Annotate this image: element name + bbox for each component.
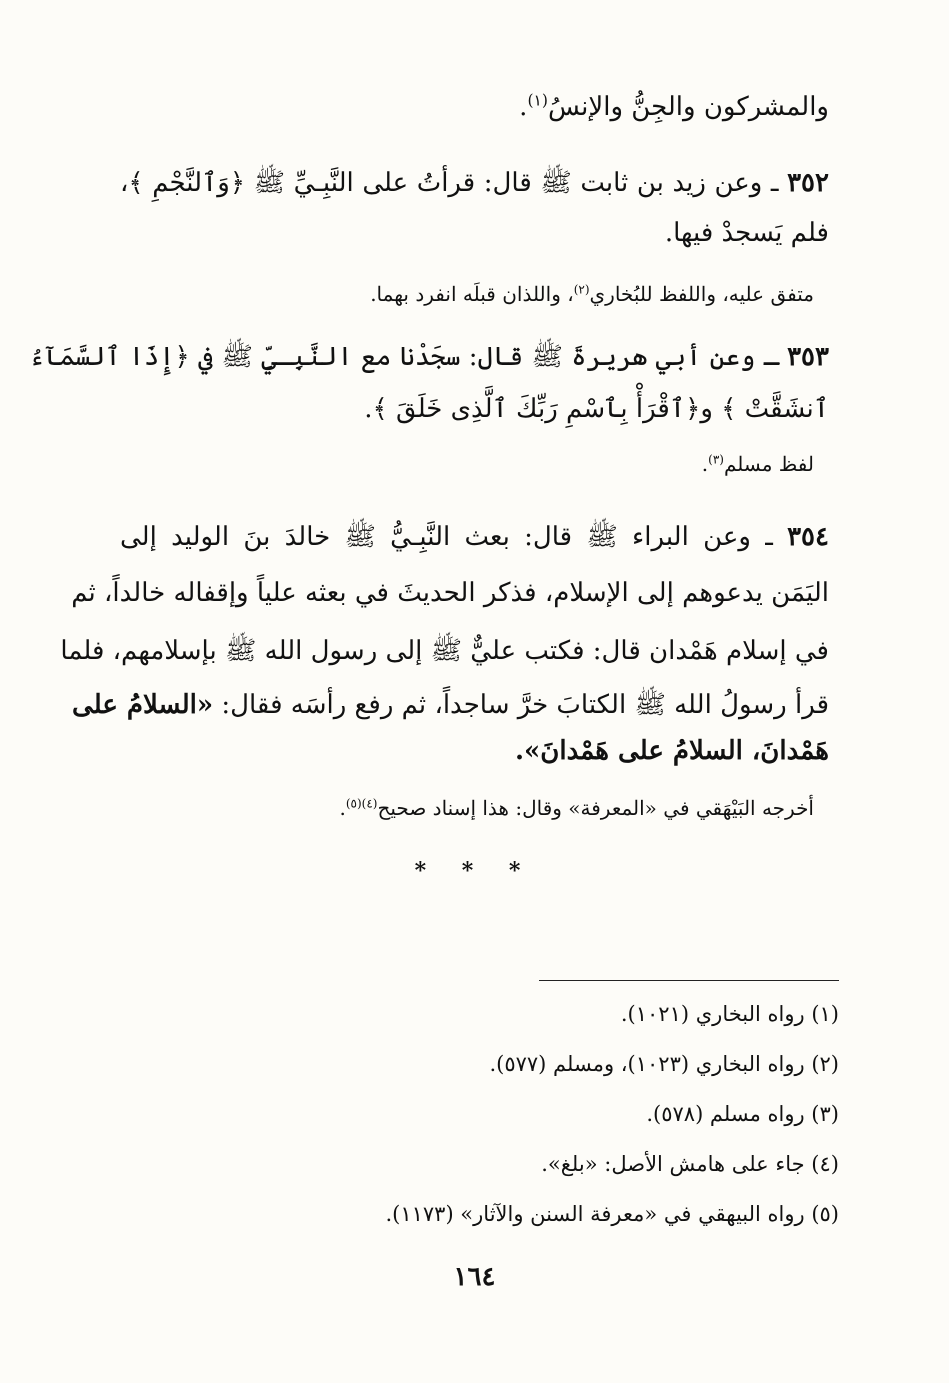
hadith-number: ٣٥٢: [787, 168, 829, 198]
footnote-3: (٣) رواه مسلم (٥٧٨).: [646, 1102, 839, 1126]
hadith-number: ٣٥٣: [787, 342, 829, 372]
hadith-number: ٣٥٤: [787, 522, 829, 552]
hadith-353-line-2: ٱنشَقَّتْ ﴾ و﴿ٱقْرَأْ بِٱسْمِ رَبِّكَ ٱلَّذِى خَلَقَ ﴾.: [364, 394, 829, 424]
hadith-353-line-1: ٣٥٣ ـ وعن أبي هريرةَ ﷺ قال: سجَدْنا مع النَّبِـيِّ ﷺ في ﴿إِذَا ٱلسَّمَآءُ: [29, 342, 829, 372]
hadith-354-line-5: هَمْدانَ، السلامُ على هَمْدانَ».: [514, 736, 829, 766]
section-separator: * * *: [414, 858, 535, 884]
footnote-5: (٥) رواه البيهقي في «معرفة السنن والآثار» (١١٧٣).: [385, 1202, 839, 1226]
page-number: ١٦٤: [453, 1262, 496, 1292]
hadith-354-source: أخرجه البَيْهَقي في «المعرفة» وقال: هذا إسناد صحيح$^{(٤)(٥)}$.: [339, 796, 814, 820]
hadith-352-source: متفق عليه، واللفظ للبُخاري$^{(٢)}$، واللذان قبلَه انفرد بهما.: [370, 282, 814, 306]
hadith-354-line-3: في إسلام هَمْدان قال: فكتب عليٌّ ﷺ إلى رسول الله ﷺ بإسلامهم، فلما: [60, 636, 829, 666]
hadith-352-line-1: ٣٥٢ ـ وعن زيد بن ثابت ﷺ قال: قرأتُ على النَّبِـيِّ ﷺ ﴿وَٱلنَّجْمِ ﴾،: [120, 168, 829, 198]
hadith-354-line-1: ٣٥٤ ـ وعن البراء ﷺ قال: بعث النَّبِـيُّ ﷺ خالدَ بنَ الوليد إلى: [120, 522, 829, 552]
hadith-354-line-4: قرأ رسولُ الله ﷺ الكتابَ خرَّ ساجداً، ثم رفع رأسَه فقال: «السلامُ على: [72, 690, 829, 720]
hadith-354-line-2: اليَمَن يدعوهم إلى الإسلام، فذكر الحديثَ في بعثه علياً وإقفاله خالداً، ثم: [71, 578, 829, 608]
hadith-353-source: لفظ مسلم$^{(٣)}$.: [701, 452, 814, 476]
footnote-divider: [539, 980, 839, 981]
hadith-352-line-2: فلم يَسجدْ فيها.: [664, 218, 829, 248]
footnote-2: (٢) رواه البخاري (١٠٢٣)، ومسلم (٥٧٧).: [489, 1052, 839, 1076]
paragraph-line: والمشركون والجِنُّ والإنسُ$^{(١)}$.: [519, 91, 829, 122]
footnote-1: (١) رواه البخاري (١٠٢١).: [620, 1002, 839, 1026]
footnote-4: (٤) جاء على هامش الأصل: «بلغ».: [541, 1152, 839, 1176]
